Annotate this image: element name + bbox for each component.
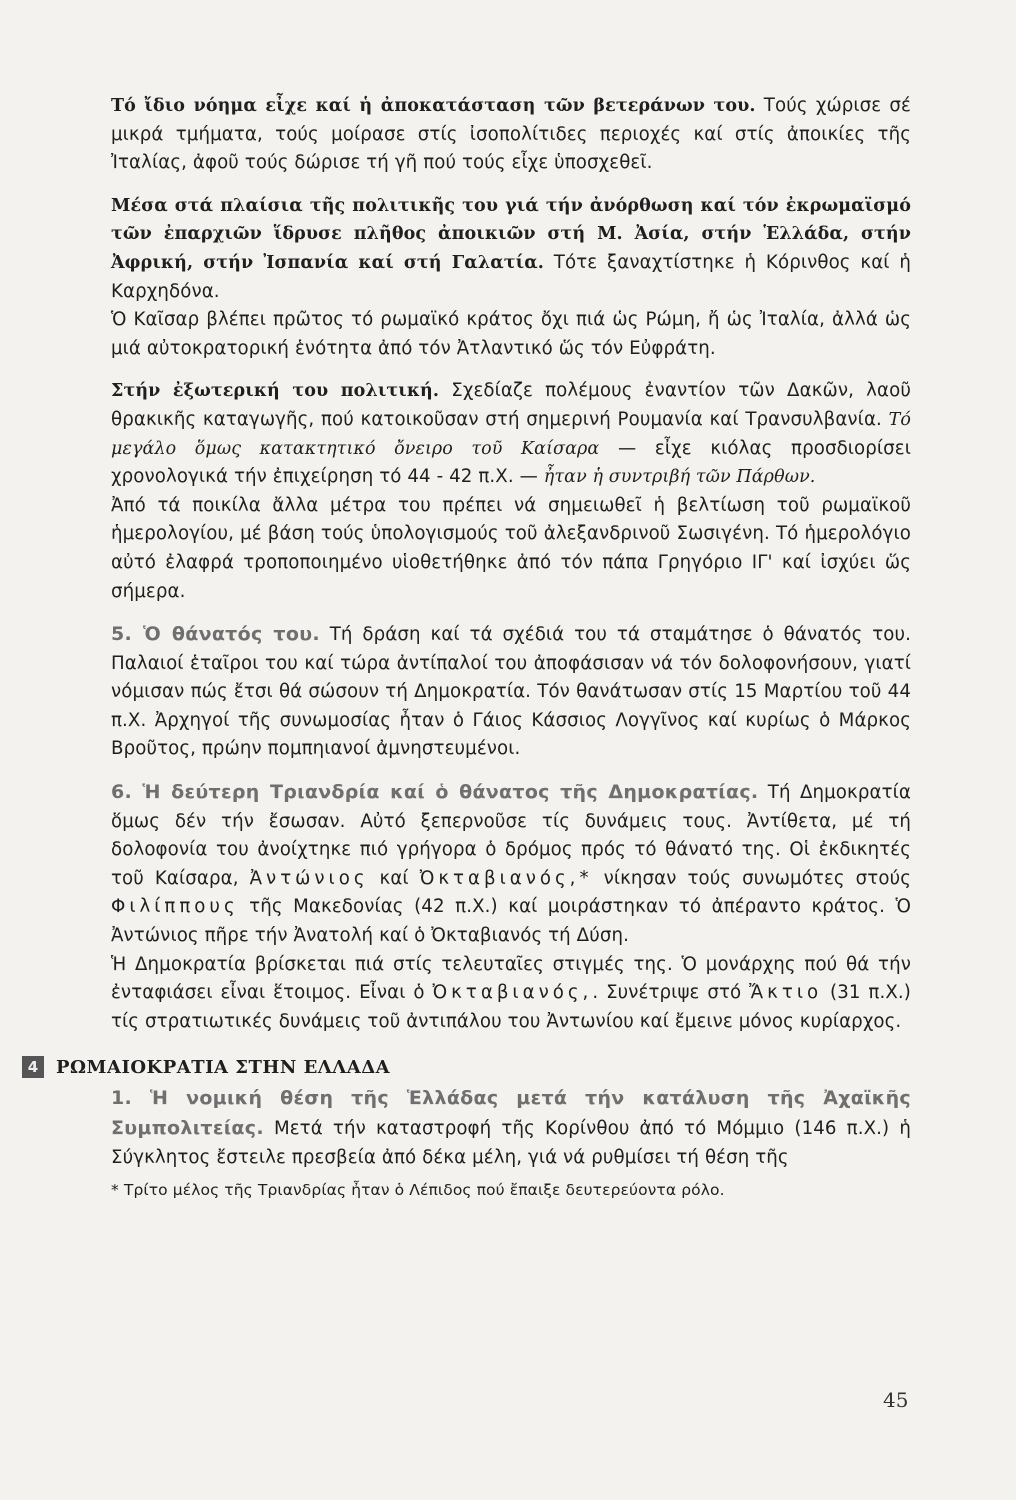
paragraph-legal-status xyxy=(111,1084,911,1172)
section-number-badge: 4 xyxy=(22,1056,44,1078)
paragraph-calendar xyxy=(111,492,911,606)
spaced-name: Φιλίππους xyxy=(111,896,239,918)
paragraph-text: Ὁ Καῖσαρ βλέπει πρῶτος τό ρωμαϊκό κράτος ὄχι πιά ὡς Ρώμη, ἤ ὡς Ἰταλία, ἀλλά ὡς μιά αὐτοκρατορική ἑνότητα ἀπό τόν Ἀτλαντικό ὥς τόν Εὐφράτη. xyxy=(111,309,911,359)
paragraph-colonies xyxy=(111,192,911,306)
paragraph-foreign-policy xyxy=(111,377,911,491)
spaced-name: Ὀκταβιανός,* xyxy=(419,867,593,889)
bold-lead: Μέσα στά πλαίσια τῆς πολιτικῆς του γιά τήν ἀνόρθωση καί τόν ἐκρωμαϊσμό τῶν ἐπαρχιῶν ἵδρυσε πλῆθος ἀποικιῶν στή Μ. Ἀσία, στήν Ἑλλάδα, στήν Ἀφρική, στήν Ἰσπανία καί στή Γαλατία. xyxy=(111,195,911,273)
paragraph-text: Σχεδίαζε πολέμους ἐναντίον τῶν Δακῶν, λαοῦ θρακικῆς καταγωγῆς, πού κατοικοῦσαν στή σημερινή Ρουμανία καί Τρανσυλβανία. xyxy=(111,380,911,430)
paragraph-text: — εἶχε κιόλας προσδιορίσει χρονολογικά τήν ἐπιχείρηση τό 44 - 42 π.Χ. — xyxy=(111,437,911,488)
paragraph-text: Τή Δημοκρατία ὅμως δέν τήν ἔσωσαν. Αὐτό ξεπερνοῦσε τίς δυνάμεις τους. Ἀντίθετα, μέ τή δολοφονία του ἀνοίχτηκε πιό γρήγορα ὁ δρόμος πρός τό θάνατό της. Οἱ ἐκδικητές τοῦ Καίσαρα, xyxy=(111,782,911,889)
footnote: * Τρίτο μέλος τῆς Τριανδρίας ἦταν ὁ Λέπιδος πού ἔπαιξε δευτερεύοντα ρόλο. xyxy=(111,1181,725,1200)
paragraph-text: καί xyxy=(368,867,420,889)
paragraph-text: τῆς Μακεδονίας (42 π.Χ.) καί μοιράστηκαν τό ἀπέραντο κράτος. Ὁ Ἀντώνιος πῆρε τήν Ἀνατολή καί ὁ Ὀκταβιανός τή Δύση. xyxy=(111,896,911,947)
paragraph-text: Ἀπό τά ποικίλα ἄλλα μέτρα του πρέπει νά σημειωθεῖ ἡ βελτίωση τοῦ ρωμαϊκοῦ ἡμερολογίου, μέ βάση τούς ὑπολογισμούς τοῦ ἀλεξανδρινοῦ Σωσιγένη. Τό ἡμερολόγιο αὐτό ἐλαφρά τροποποιημένο υἱοθετήθηκε ἀπό τόν πάπα Γρηγόριο ΙΓ' καί ἰσχύει ὥς σήμερα. xyxy=(111,494,911,602)
section-title: ΡΩΜΑΙΟΚΡΑΤΙΑ ΣΤΗΝ ΕΛΛΑΔΑ xyxy=(56,1057,391,1079)
subheading: 6. Ἡ δεύτερη Τριανδρία καί ὁ θάνατος τῆς Δημοκρατίας. xyxy=(111,781,759,804)
section-heading xyxy=(22,1054,911,1084)
page-body xyxy=(27,92,912,1202)
spaced-name: Ὀκταβιανός, xyxy=(432,982,593,1004)
paragraph-monarch xyxy=(111,951,911,1037)
paragraph-text: . Συνέτριψε στό xyxy=(592,982,750,1004)
italic-text: ἦταν ἡ συντριβή τῶν Πάρθων. xyxy=(543,467,816,488)
subheading: 1. Ἡ νομική θέση τῆς Ἑλλάδας μετά τήν κατάλυση τῆς Ἀχαϊκῆς Συμπολιτείας. xyxy=(111,1087,911,1139)
paragraph-text: Τότε ξαναχτίστηκε ἡ Κόρινθος καί ἡ Καρχηδόνα. xyxy=(111,251,911,302)
paragraph-text: (31 π.Χ.) τίς στρατιωτικές δυνάμεις τοῦ ἀντιπάλου του Ἀντωνίου καί ἔμεινε μόνος κυρίαρχος. xyxy=(111,982,912,1032)
paragraph-veterans xyxy=(111,92,911,178)
paragraph-triumvirate xyxy=(111,778,911,951)
paragraph-text: Τούς χώρισε σέ μικρά τμήματα, τούς μοίρασε στίς ἰσοπολίτιδες περιοχές καί στίς ἀποικίες τῆς Ἰταλίας, ἀφοῦ τούς δώρισε τή γῆ πού τούς εἶχε ὑποσχεθεῖ. xyxy=(111,95,911,174)
paragraph-text: Μετά τήν καταστροφή τῆς Κορίνθου ἀπό τό Μόμμιο (146 π.Χ.) ἡ Σύγκλητος ἔστειλε πρεσβεία ἀπό δέκα μέλη, γιά νά ρυθμίσει τή θέση τῆς xyxy=(111,1118,911,1168)
subheading: 5. Ὁ θάνατός του. xyxy=(111,623,320,646)
paragraph-text: νίκησαν τούς συνωμότες στούς xyxy=(592,867,911,889)
paragraph-text: Τή δράση καί τά σχέδιά του τά σταμάτησε ὁ θάνατός του. Παλαιοί ἑταῖροι του καί τώρα ἀντίπαλοί του ἀποφάσισαν νά τόν δολοφονήσουν, γιατί νόμισαν πώς ἔτσι θά σώσουν τή Δημοκρατία. Τόν θανάτωσαν στίς 15 Μαρτίου τοῦ 44 π.Χ. Ἀρχηγοί τῆς συνωμοσίας ἦταν ὁ Γάιος Κάσσιος Λογγῖνος καί κυρίως ὁ Μάρκος Βροῦτος, πρώην πομπηιανοί ἀμνηστευμένοι. xyxy=(111,624,911,760)
spaced-name: Ἀντώνιος xyxy=(249,867,369,889)
italic-text: Τό μεγάλο ὅμως κατακτητικό ὄνειρο τοῦ Καίσαρα xyxy=(111,409,911,459)
bold-lead: Στήν ἐξωτερική του πολιτική. xyxy=(111,381,440,402)
paragraph-empire xyxy=(111,306,911,363)
spaced-name: Ἄκτιο xyxy=(749,982,823,1004)
paragraph-death xyxy=(111,620,911,764)
paragraph-text: Ἡ Δημοκρατία βρίσκεται πιά στίς τελευταῖες στιγμές της. Ὁ μονάρχης πού θά τήν ἐνταφιάσει εἶναι ἕτοιμος. Εἶναι ὁ xyxy=(111,953,911,1004)
bold-lead: Τό ἴδιο νόημα εἶχε καί ἡ ἀποκατάσταση τῶν βετεράνων του. xyxy=(111,96,756,116)
page-number: 45 xyxy=(883,1388,909,1412)
